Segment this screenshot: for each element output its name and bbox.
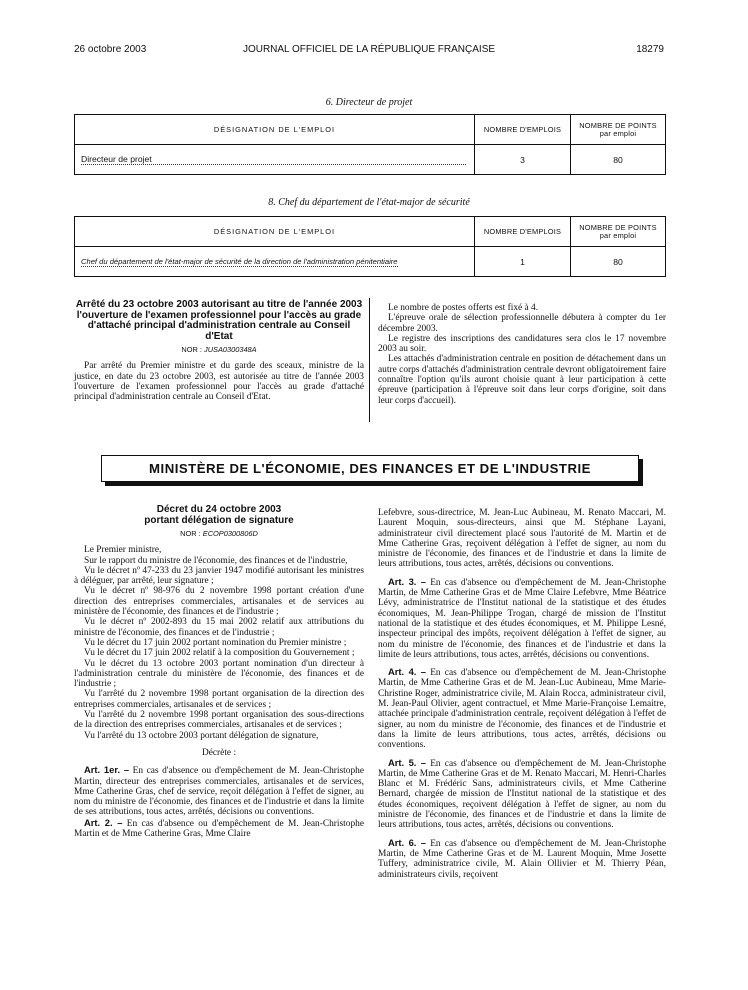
article-3: Art. 3. – En cas d'absence ou d'empêchement de M. Jean-Christophe Martin, de Mme Catherine Gras et de Mme Claire Lefebvre, Mme Béatrice Lévy, administratrice de l'Institut national de la statistique et des études économiques, M. Jean-Philippe Trogan, chargé de mission de l'Institut national de la statistique et des études économiques, et M. Philippe Lesné, inspecteur principal des impôts, reçoivent délégation à l'effet de signer, au nom du ministre de l'économie, des finances et de l'industrie et dans la limite de leurs attributions, tous actes, arrêtés, décisions ou conventions. bbox=[378, 575, 667, 660]
visa-paragraph: Vu le décret du 13 octobre 2003 portant nomination d'un directeur à l'administration centrale du ministère de l'économie, des finances et de l'industrie ; bbox=[74, 658, 364, 690]
header-date: 26 octobre 2003 bbox=[74, 44, 147, 55]
visa-paragraph: Le Premier ministre, bbox=[84, 545, 162, 556]
visa-paragraph: Sur le rapport du ministre de l'économie, des finances et de l'industrie, bbox=[84, 555, 348, 566]
article-1: Art. 1er. – En cas d'absence ou d'empêchement de M. Jean-Christophe Martin, directeur des entreprises commerciales, artisanales et de services, Mme Catherine Gras, chef de service, reçoit délégation à l'effet de signer, au nom du ministre de l'économie, des finances et de l'industrie et dans la limite de ses attributions, tous actes, arrêtés, décisions ou conventions. bbox=[74, 764, 365, 818]
visa-paragraph: Vu le décret du 17 juin 2002 portant nomination du Premier ministre ; bbox=[84, 637, 347, 648]
arrete-paragraph: Le nombre de postes offerts est fixé à 4. bbox=[388, 303, 539, 313]
nor-reference: NOR : JUSA0300348A bbox=[181, 345, 257, 354]
column-header: DÉSIGNATION DE L'EMPLOI bbox=[75, 217, 475, 247]
employment-table bbox=[74, 216, 666, 277]
table-row bbox=[75, 247, 666, 277]
arrete-right-column bbox=[378, 303, 666, 406]
table-row bbox=[75, 145, 666, 175]
visa-paragraph: Vu le décret nº 47-233 du 23 janvier 1947 modifié autorisant les ministres à déléguer, par arrêté, leur signature ; bbox=[74, 565, 364, 587]
column-header: NOMBRE DE POINTS par emploi bbox=[571, 217, 666, 247]
header-page-number: 18279 bbox=[636, 44, 664, 55]
table-cell: Chef du département de l'état-major de sécurité de la direction de l'administration pénitentiaire bbox=[75, 247, 475, 277]
table-cell: Directeur de projet bbox=[75, 145, 475, 175]
column-header: DÉSIGNATION DE L'EMPLOI bbox=[75, 115, 475, 145]
column-header: NOMBRE DE POINTS par emploi bbox=[571, 115, 666, 145]
visa-paragraph: Vu l'arrêté du 2 novembre 1998 portant organisation des sous-directions de la direction des entreprises commerciales, artisanales et de services ; bbox=[74, 710, 364, 731]
table-caption: 6. Directeur de projet bbox=[325, 97, 413, 108]
visa-paragraph: Vu le décret nº 98-976 du 2 novembre 1998 portant création d'une direction des entreprises commerciales, artisanales et de services au ministère de l'économie, des finances et de l'industrie ; bbox=[74, 586, 364, 618]
arrete-paragraph: Par arrêté du Premier ministre et du garde des sceaux, ministre de la justice, en date du 23 octobre 2003, est autorisée au titre de l'année 2003 l'ouverture de l'examen professionnel pour l'accès au grade d'attaché principal d'administration centrale au Conseil d'Etat. bbox=[74, 361, 364, 403]
article-4: Art. 4. – En cas d'absence ou d'empêchement de M. Jean-Christophe Martin, de Mme Catherine Gras et de M. Jean-Luc Aubineau, Mme Marie-Christine Roger, administratrice civile, M. Alain Rocca, administrateur civil, M. Jean-Paul Olivier, agent contractuel, et Mme Marie-Françoise Lemaitre, attachée principale d'administration centrale, reçoivent délégation à l'effet de signer, au nom du ministre de l'économie, des finances et de l'industrie et dans la limite de leurs attributions, tous actes, arrêtés, décisions ou conventions. bbox=[378, 666, 667, 751]
decret-title: Décret du 24 octobre 2003 portant délégation de signature bbox=[144, 504, 294, 526]
arrete-paragraph: Le registre des inscriptions des candidatures sera clos le 17 novembre 2003 au soir. bbox=[378, 333, 666, 355]
article-2: Art. 2. – En cas d'absence ou d'empêchement de M. Jean-Christophe Martin et de Mme Catherine Gras, Mme Claire bbox=[74, 816, 364, 840]
visa-paragraph: Vu l'arrêté du 2 novembre 1998 portant organisation de la direction des entreprises commerciales, artisanales et de services ; bbox=[74, 689, 364, 710]
visa-paragraph: Vu le décret nº 2002-893 du 15 mai 2002 relatif aux attributions du ministre de l'économie, des finances et de l'industrie ; bbox=[74, 617, 364, 638]
visa-paragraph: Vu le décret du 17 juin 2002 relatif à la composition du Gouvernement ; bbox=[84, 648, 355, 659]
arrete-paragraph: L'épreuve orale de sélection professionnelle débutera à compter du 1er décembre 2003. bbox=[378, 313, 666, 334]
employment-table bbox=[74, 114, 666, 175]
article-6: Art. 6. – En cas d'absence ou d'empêchement de M. Jean-Christophe Martin, de Mme Catherine Gras et de M. Laurent Moquin, Mme Josette Tuffery, administratrice civile, M. Alain Ollivier et M. Thierry Péan, administrateurs civils, reçoivent bbox=[378, 836, 667, 880]
table-cell: 80 bbox=[571, 145, 666, 175]
table-cell: 80 bbox=[571, 247, 666, 277]
nor-reference: NOR : ECOP0300806D bbox=[180, 529, 258, 538]
article-5: Art. 5. – En cas d'absence ou d'empêchement de M. Jean-Christophe Martin, de Mme Catherine Gras et de M. Renato Maccari, M. Henri-Charles Blanc et M. Frédéric Sans, administrateurs civils, et Mme Catherine Bernard, chargée de mission de l'Institut national de la statistique et des études économiques, reçoivent délégation à l'effet de signer, au nom du ministre de l'économie, des finances et de l'industrie et dans la limite de leurs attributions, tous actes, arrêtés, décisions ou conventions. bbox=[378, 756, 667, 831]
arrete-title: Arrêté du 23 octobre 2003 autorisant au titre de l'année 2003 l'ouverture de l'examen professionnel pour l'accès au grade d'attaché principal d'administration centrale au Conseil d'Etat bbox=[75, 299, 363, 342]
article-2-continued: Lefebvre, sous-directrice, M. Jean-Luc Aubineau, M. Renato Maccari, M. Laurent Moquin, sous-directeurs, ainsi que M. Stéphane Layani, administrateur civil directement placé sous l'autorité de M. Martin et de Mme Catherine Gras, reçoivent délégation à l'effet de signer, au nom du ministre de l'économie, des finances et de l'industrie et dans la limite de leurs attributions, tous actes, arrêtés, décisions ou conventions. bbox=[378, 508, 666, 570]
table-cell: 1 bbox=[475, 247, 571, 277]
table-cell: 3 bbox=[475, 145, 571, 175]
arrete-paragraph: Les attachés d'administration centrale en position de détachement dans un autre corps d'attachés d'administration centrale devront obligatoirement faire connaître l'option qu'ils auront choisie quant à leur participation à cette épreuve (participation à l'épreuve soit dans leur corps d'origine, soit dans leur corps d'accueil). bbox=[378, 354, 666, 406]
ministry-banner bbox=[101, 455, 639, 482]
column-header: NOMBRE D'EMPLOIS bbox=[475, 115, 571, 145]
arrete-left-column bbox=[74, 300, 364, 402]
table-caption: 8. Chef du département de l'état-major de sécurité bbox=[268, 197, 470, 208]
header-journal-title: JOURNAL OFFICIEL DE LA RÉPUBLIQUE FRANÇAISE bbox=[242, 44, 496, 55]
decrete-heading: Décrète : bbox=[201, 747, 237, 758]
ministry-title: MINISTÈRE DE L'ÉCONOMIE, DES FINANCES ET DE L'INDUSTRIE bbox=[149, 461, 591, 476]
running-header bbox=[74, 44, 664, 58]
column-header: NOMBRE D'EMPLOIS bbox=[475, 217, 571, 247]
column-divider bbox=[369, 298, 370, 422]
decret-right-column bbox=[378, 508, 666, 880]
decret-left-column bbox=[74, 505, 364, 839]
visa-paragraph: Vu l'arrêté du 13 octobre 2003 portant délégation de signature, bbox=[84, 730, 319, 741]
